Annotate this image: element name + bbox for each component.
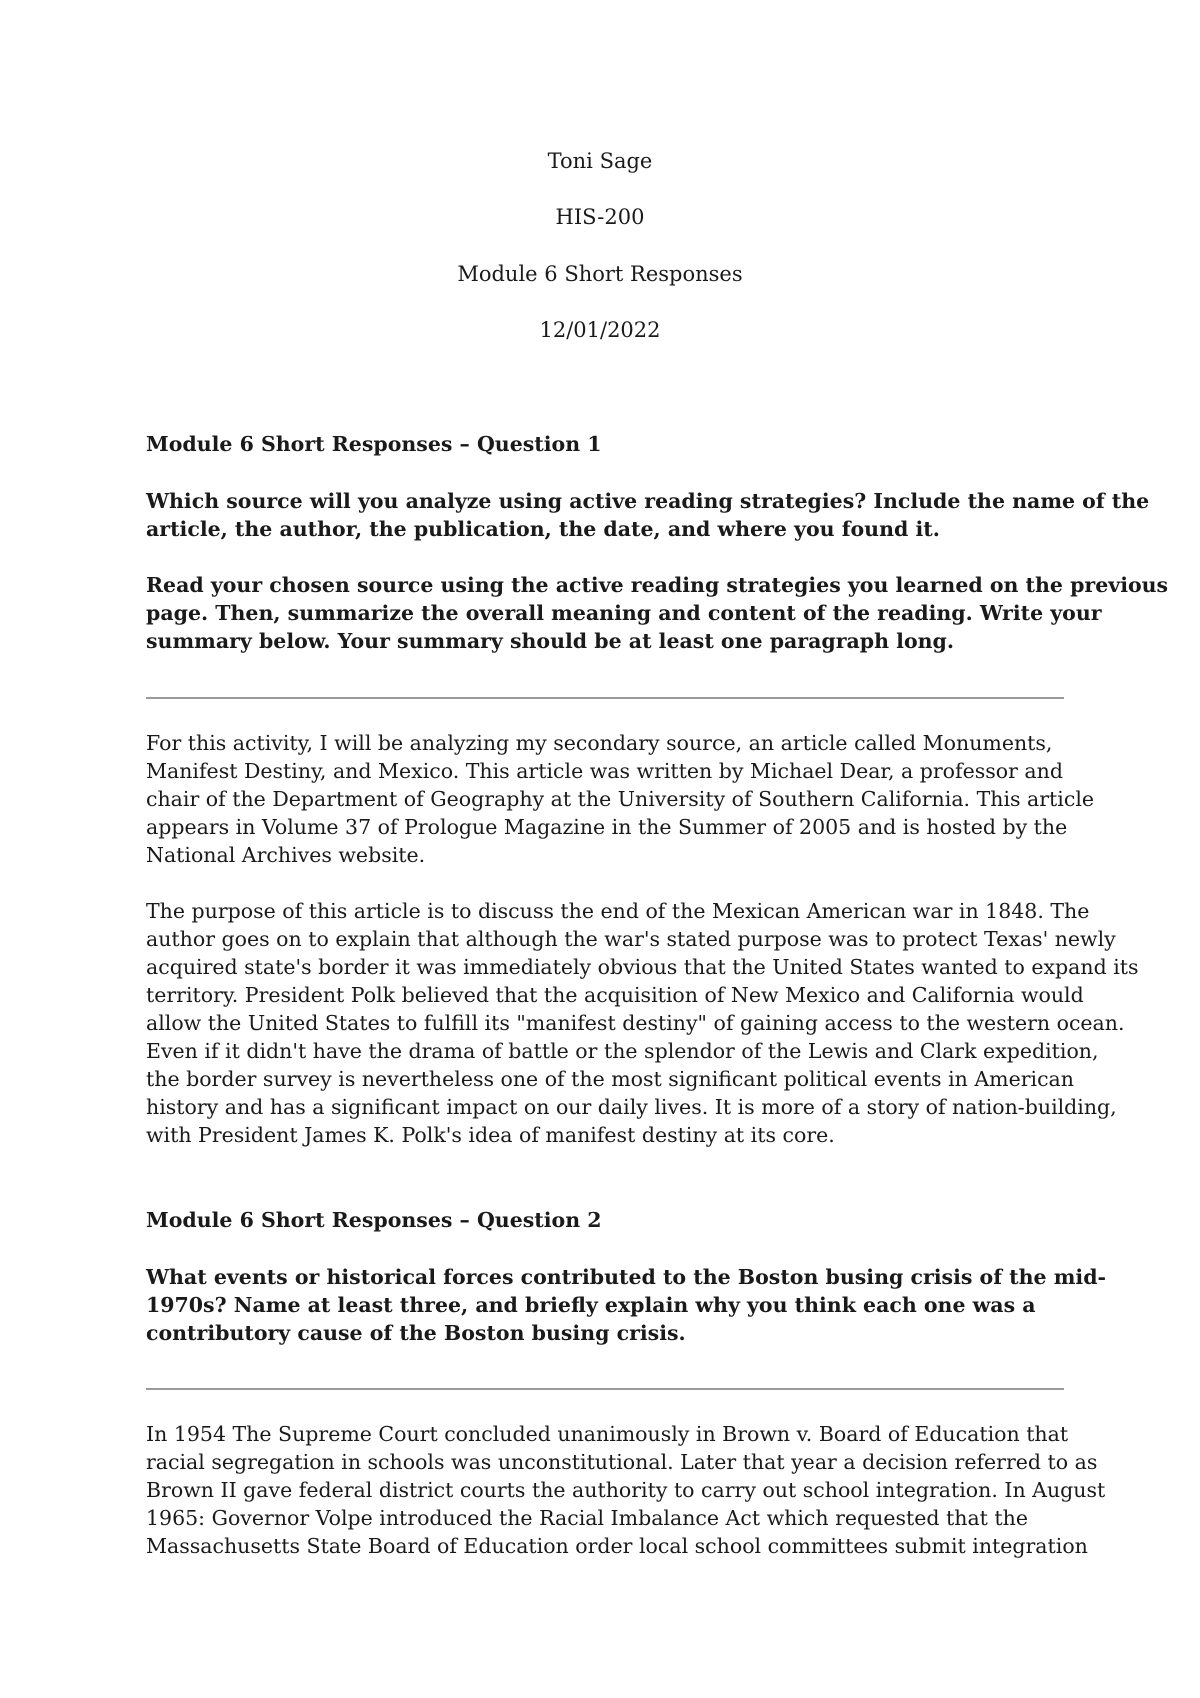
answer-line: with President James K. Polk's idea of manifest destiny at its core. [146, 1123, 835, 1147]
question2-heading: Module 6 Short Responses – Question 2 [146, 1208, 602, 1232]
prompt-line: page. Then, summarize the overall meaning and content of the reading. Write your [146, 601, 1102, 625]
course-code: HIS-200 [555, 205, 645, 229]
prompt-line: Read your chosen source using the active reading strategies you learned on the previous [146, 573, 1169, 597]
answer-line: the border survey is nevertheless one of the most significant political events in American [146, 1067, 1074, 1091]
answer-line: chair of the Department of Geography at the University of Southern California. This article [146, 787, 1095, 811]
answer-line: The purpose of this article is to discuss the end of the Mexican American war in 1848. The [146, 899, 1090, 923]
question1-prompt-summary [146, 571, 1169, 655]
answer-line: In 1954 The Supreme Court concluded unanimously in Brown v. Board of Education that [146, 1422, 1069, 1446]
answer-line: For this activity, I will be analyzing my secondary source, an article called Monuments, [146, 731, 1053, 755]
answer-line: National Archives website. [146, 843, 426, 867]
question1-heading: Module 6 Short Responses – Question 1 [146, 432, 602, 456]
answer-line: Brown II gave federal district courts the authority to carry out school integration. In August [146, 1478, 1106, 1502]
answer-line: racial segregation in schools was unconstitutional. Later that year a decision referred to as [146, 1450, 1098, 1474]
horizontal-rule [146, 1388, 1064, 1390]
answer-line: Even if it didn't have the drama of battle or the splendor of the Lewis and Clark expedition, [146, 1039, 1099, 1063]
prompt-line: Which source will you analyze using active reading strategies? Include the name of the [146, 489, 1150, 513]
answer-line: appears in Volume 37 of Prologue Magazine in the Summer of 2005 and is hosted by the [146, 815, 1068, 839]
question1-prompt-source [146, 487, 1150, 543]
question1-answer-paragraph-1 [146, 729, 1095, 869]
prompt-line: article, the author, the publication, the date, and where you found it. [146, 517, 940, 541]
answer-line: history and has a significant impact on our daily lives. It is more of a story of nation-building, [146, 1095, 1117, 1119]
horizontal-rule [146, 697, 1064, 699]
prompt-line: 1970s? Name at least three, and briefly explain why you think each one was a [146, 1293, 1036, 1317]
assignment-title: Module 6 Short Responses [457, 262, 743, 286]
answer-line: allow the United States to fulfill its "manifest destiny" of gaining access to the western ocean. [146, 1011, 1125, 1035]
document-date: 12/01/2022 [539, 318, 661, 342]
answer-line: 1965: Governor Volpe introduced the Racial Imbalance Act which requested that the [146, 1506, 1028, 1530]
answer-line: acquired state's border it was immediately obvious that the United States wanted to expand its [146, 955, 1139, 979]
answer-line: Massachusetts State Board of Education order local school committees submit integration [146, 1534, 1088, 1558]
answer-line: Manifest Destiny, and Mexico. This article was written by Michael Dear, a professor and [146, 759, 1063, 783]
answer-line: territory. President Polk believed that the acquisition of New Mexico and California would [146, 983, 1084, 1007]
question2-answer-paragraph-1 [146, 1420, 1106, 1560]
question2-prompt [146, 1263, 1107, 1347]
prompt-line: summary below. Your summary should be at least one paragraph long. [146, 629, 955, 653]
prompt-line: What events or historical forces contributed to the Boston busing crisis of the mid- [146, 1265, 1107, 1289]
prompt-line: contributory cause of the Boston busing crisis. [146, 1321, 686, 1345]
author-name: Toni Sage [547, 149, 653, 173]
question1-answer-paragraph-2 [146, 897, 1139, 1149]
answer-line: author goes on to explain that although the war's stated purpose was to protect Texas' newly [146, 927, 1116, 951]
